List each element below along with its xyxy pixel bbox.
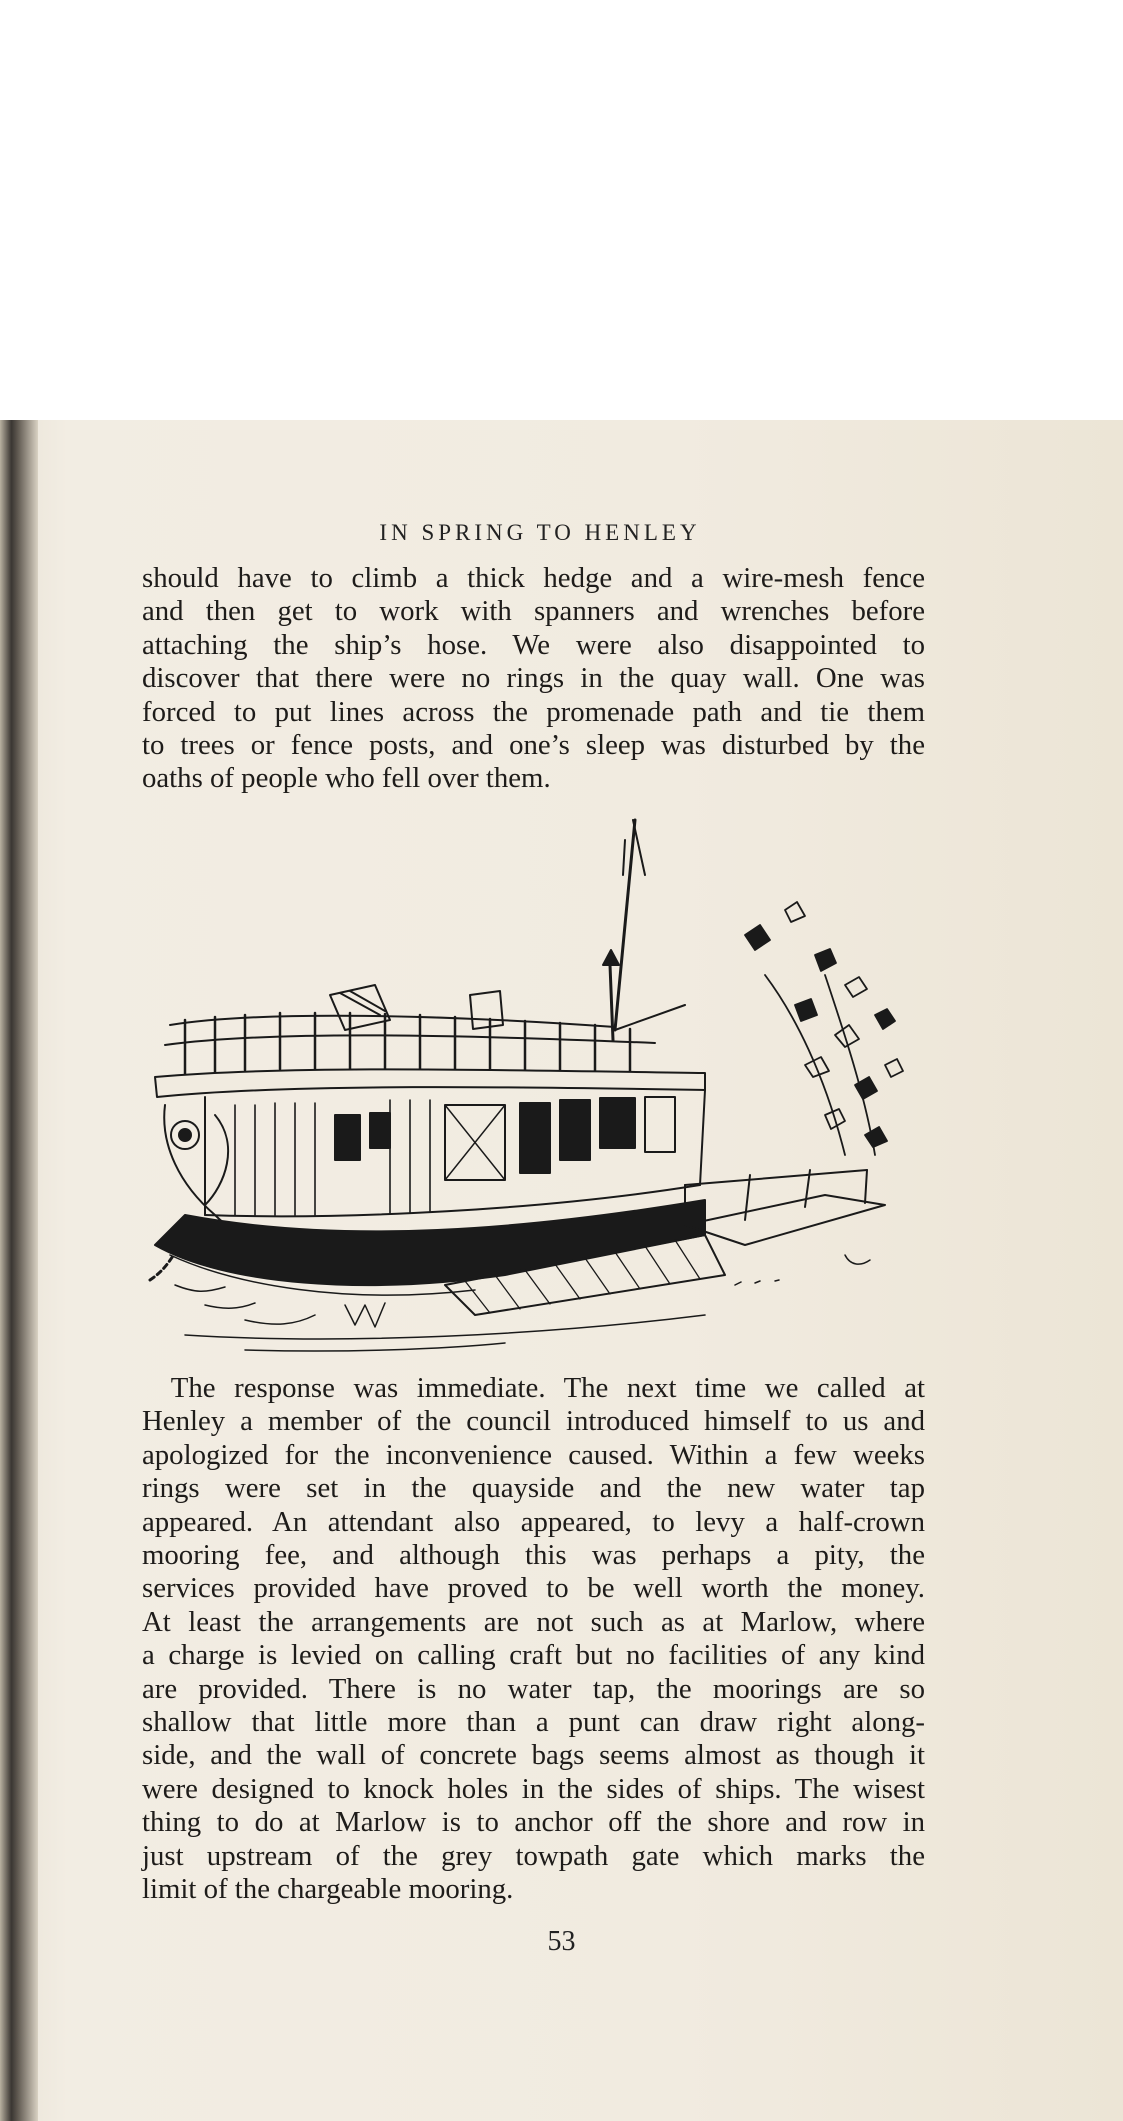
houseboat-illustration	[145, 815, 925, 1355]
paragraph-1	[142, 562, 925, 796]
text-line: Henley a member of the council introduced himself to us and	[142, 1405, 925, 1438]
book-spine-gutter	[0, 420, 38, 2121]
text-line: limit of the chargeable mooring.	[142, 1873, 514, 1906]
text-line: thing to do at Marlow is to anchor off the shore and row in	[142, 1806, 925, 1839]
text-line: shallow that little more than a punt can draw right along-	[142, 1706, 925, 1739]
text-line: At least the arrangements are not such as at Marlow, where	[142, 1605, 925, 1638]
text-line: apologized for the inconvenience caused. Within a few weeks	[142, 1438, 925, 1471]
text-line: The response was immediate. The next time we called at	[142, 1372, 925, 1404]
text-line: side, and the wall of concrete bags seems almost as though it	[142, 1739, 925, 1772]
page-number: 53	[547, 1926, 576, 1957]
text-line: just upstream of the grey towpath gate which marks the	[142, 1839, 925, 1872]
text-line: attaching the ship’s hose. We were also disappointed to	[142, 628, 925, 661]
text-line: services provided have proved to be well worth the money.	[142, 1572, 925, 1605]
text-line: should have to climb a thick hedge and a wire-mesh fence	[142, 562, 925, 594]
text-line: forced to put lines across the promenade path and tie them	[142, 695, 925, 728]
paragraph-2	[142, 1372, 925, 1907]
text-line: discover that there were no rings in the quay wall. One was	[142, 662, 925, 695]
running-head: IN SPRING TO HENLEY	[379, 520, 701, 545]
text-line: and then get to work with spanners and wrenches before	[142, 595, 925, 628]
text-line: appeared. An attendant also appeared, to levy a half-crown	[142, 1505, 925, 1538]
text-line: a charge is levied on calling craft but no facilities of any kind	[142, 1639, 925, 1672]
text-line: are provided. There is no water tap, the moorings are so	[142, 1672, 925, 1705]
text-line: rings were set in the quayside and the new water tap	[142, 1472, 925, 1505]
text-line: to trees or fence posts, and one’s sleep was disturbed by the	[142, 729, 925, 762]
text-line: mooring fee, and although this was perhaps a pity, the	[142, 1539, 925, 1572]
text-line: were designed to knock holes in the sides of ships. The wisest	[142, 1772, 925, 1805]
text-line: oaths of people who fell over them.	[142, 762, 551, 795]
